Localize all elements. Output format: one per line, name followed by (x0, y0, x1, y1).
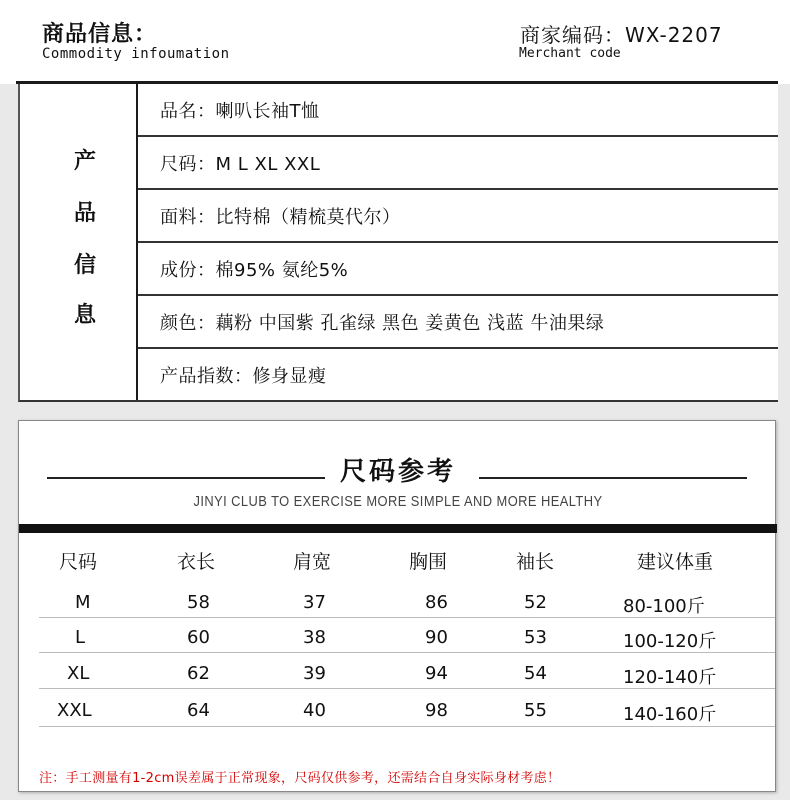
measurement-note: 注：手工测量有1-2cm误差属于正常现象，尺码仅供参考，还需结合自身实际身材考虑！ (39, 771, 561, 786)
size-chart-slogan: JINYI CLUB TO EXERCISE MORE SIMPLE AND MORE HEALTHY (193, 493, 603, 510)
side-label-char: 产 (74, 149, 97, 174)
side-label-char: 信 (74, 253, 97, 278)
header-chest: 胸围 (409, 551, 448, 573)
size-chart-title (19, 451, 777, 488)
product-composition-row (138, 243, 778, 296)
product-fabric: 面料：比特棉（精梳莫代尔） (160, 207, 401, 228)
commodity-info-title: 商品信息： (42, 22, 158, 47)
cell-chest: 98 (425, 700, 448, 721)
cell-weight: 80-100斤 (623, 596, 705, 617)
cell-sleeve: 52 (524, 592, 547, 613)
cell-weight: 100-120斤 (623, 631, 717, 652)
merchant-code: 商家编码：WX-2207 (520, 23, 723, 47)
cell-sleeve: 53 (524, 627, 547, 648)
side-label-char: 息 (74, 303, 97, 328)
cell-shoulder: 37 (303, 592, 326, 613)
product-size-row (138, 137, 778, 190)
cell-size: M (75, 592, 91, 613)
cell-size: XXL (57, 700, 92, 721)
cell-length: 58 (187, 592, 210, 613)
header-shoulder: 肩宽 (293, 551, 332, 573)
header-sleeve: 袖长 (516, 551, 555, 573)
product-info-rows (138, 84, 778, 400)
commodity-header (0, 0, 790, 84)
cell-length: 60 (187, 627, 210, 648)
product-colors: 颜色：藕粉 中国紫 孔雀绿 黑色 姜黄色 浅蓝 牛油果绿 (160, 313, 605, 334)
cell-shoulder: 40 (303, 700, 326, 721)
product-sizes: 尺码：M L XL XXL (160, 154, 321, 175)
size-chart-title-text: 尺码参考 (330, 457, 466, 487)
cell-shoulder: 38 (303, 627, 326, 648)
product-colors-row (138, 296, 778, 349)
cell-size: XL (67, 663, 90, 684)
size-chart-divider-bar (19, 524, 777, 533)
cell-chest: 86 (425, 592, 448, 613)
row-divider (39, 652, 775, 653)
header-size: 尺码 (59, 551, 98, 573)
size-chart-panel (18, 420, 776, 792)
header-length: 衣长 (177, 551, 216, 573)
product-info-side-label (20, 84, 138, 400)
cell-size: L (75, 627, 86, 648)
product-fabric-row (138, 190, 778, 243)
cell-chest: 94 (425, 663, 448, 684)
row-divider (39, 617, 775, 618)
cell-sleeve: 54 (524, 663, 547, 684)
cell-weight: 120-140斤 (623, 667, 717, 688)
cell-chest: 90 (425, 627, 448, 648)
cell-sleeve: 55 (524, 700, 547, 721)
cell-length: 64 (187, 700, 210, 721)
product-name-row (138, 84, 778, 137)
cell-length: 62 (187, 663, 210, 684)
product-index-row (138, 349, 778, 402)
commodity-info-subtitle: Commodity infoumation (42, 46, 230, 62)
header-weight: 建议体重 (637, 551, 714, 573)
product-name: 品名：喇叭长袖T恤 (160, 101, 320, 122)
row-divider (39, 726, 775, 727)
merchant-code-subtitle: Merchant code (519, 46, 621, 61)
row-divider (39, 688, 775, 689)
product-index: 产品指数：修身显瘦 (160, 366, 327, 387)
product-composition: 成份：棉95% 氨纶5% (160, 260, 349, 281)
cell-weight: 140-160斤 (623, 704, 717, 725)
side-label-char: 品 (74, 201, 97, 226)
product-info-table (18, 84, 778, 402)
cell-shoulder: 39 (303, 663, 326, 684)
